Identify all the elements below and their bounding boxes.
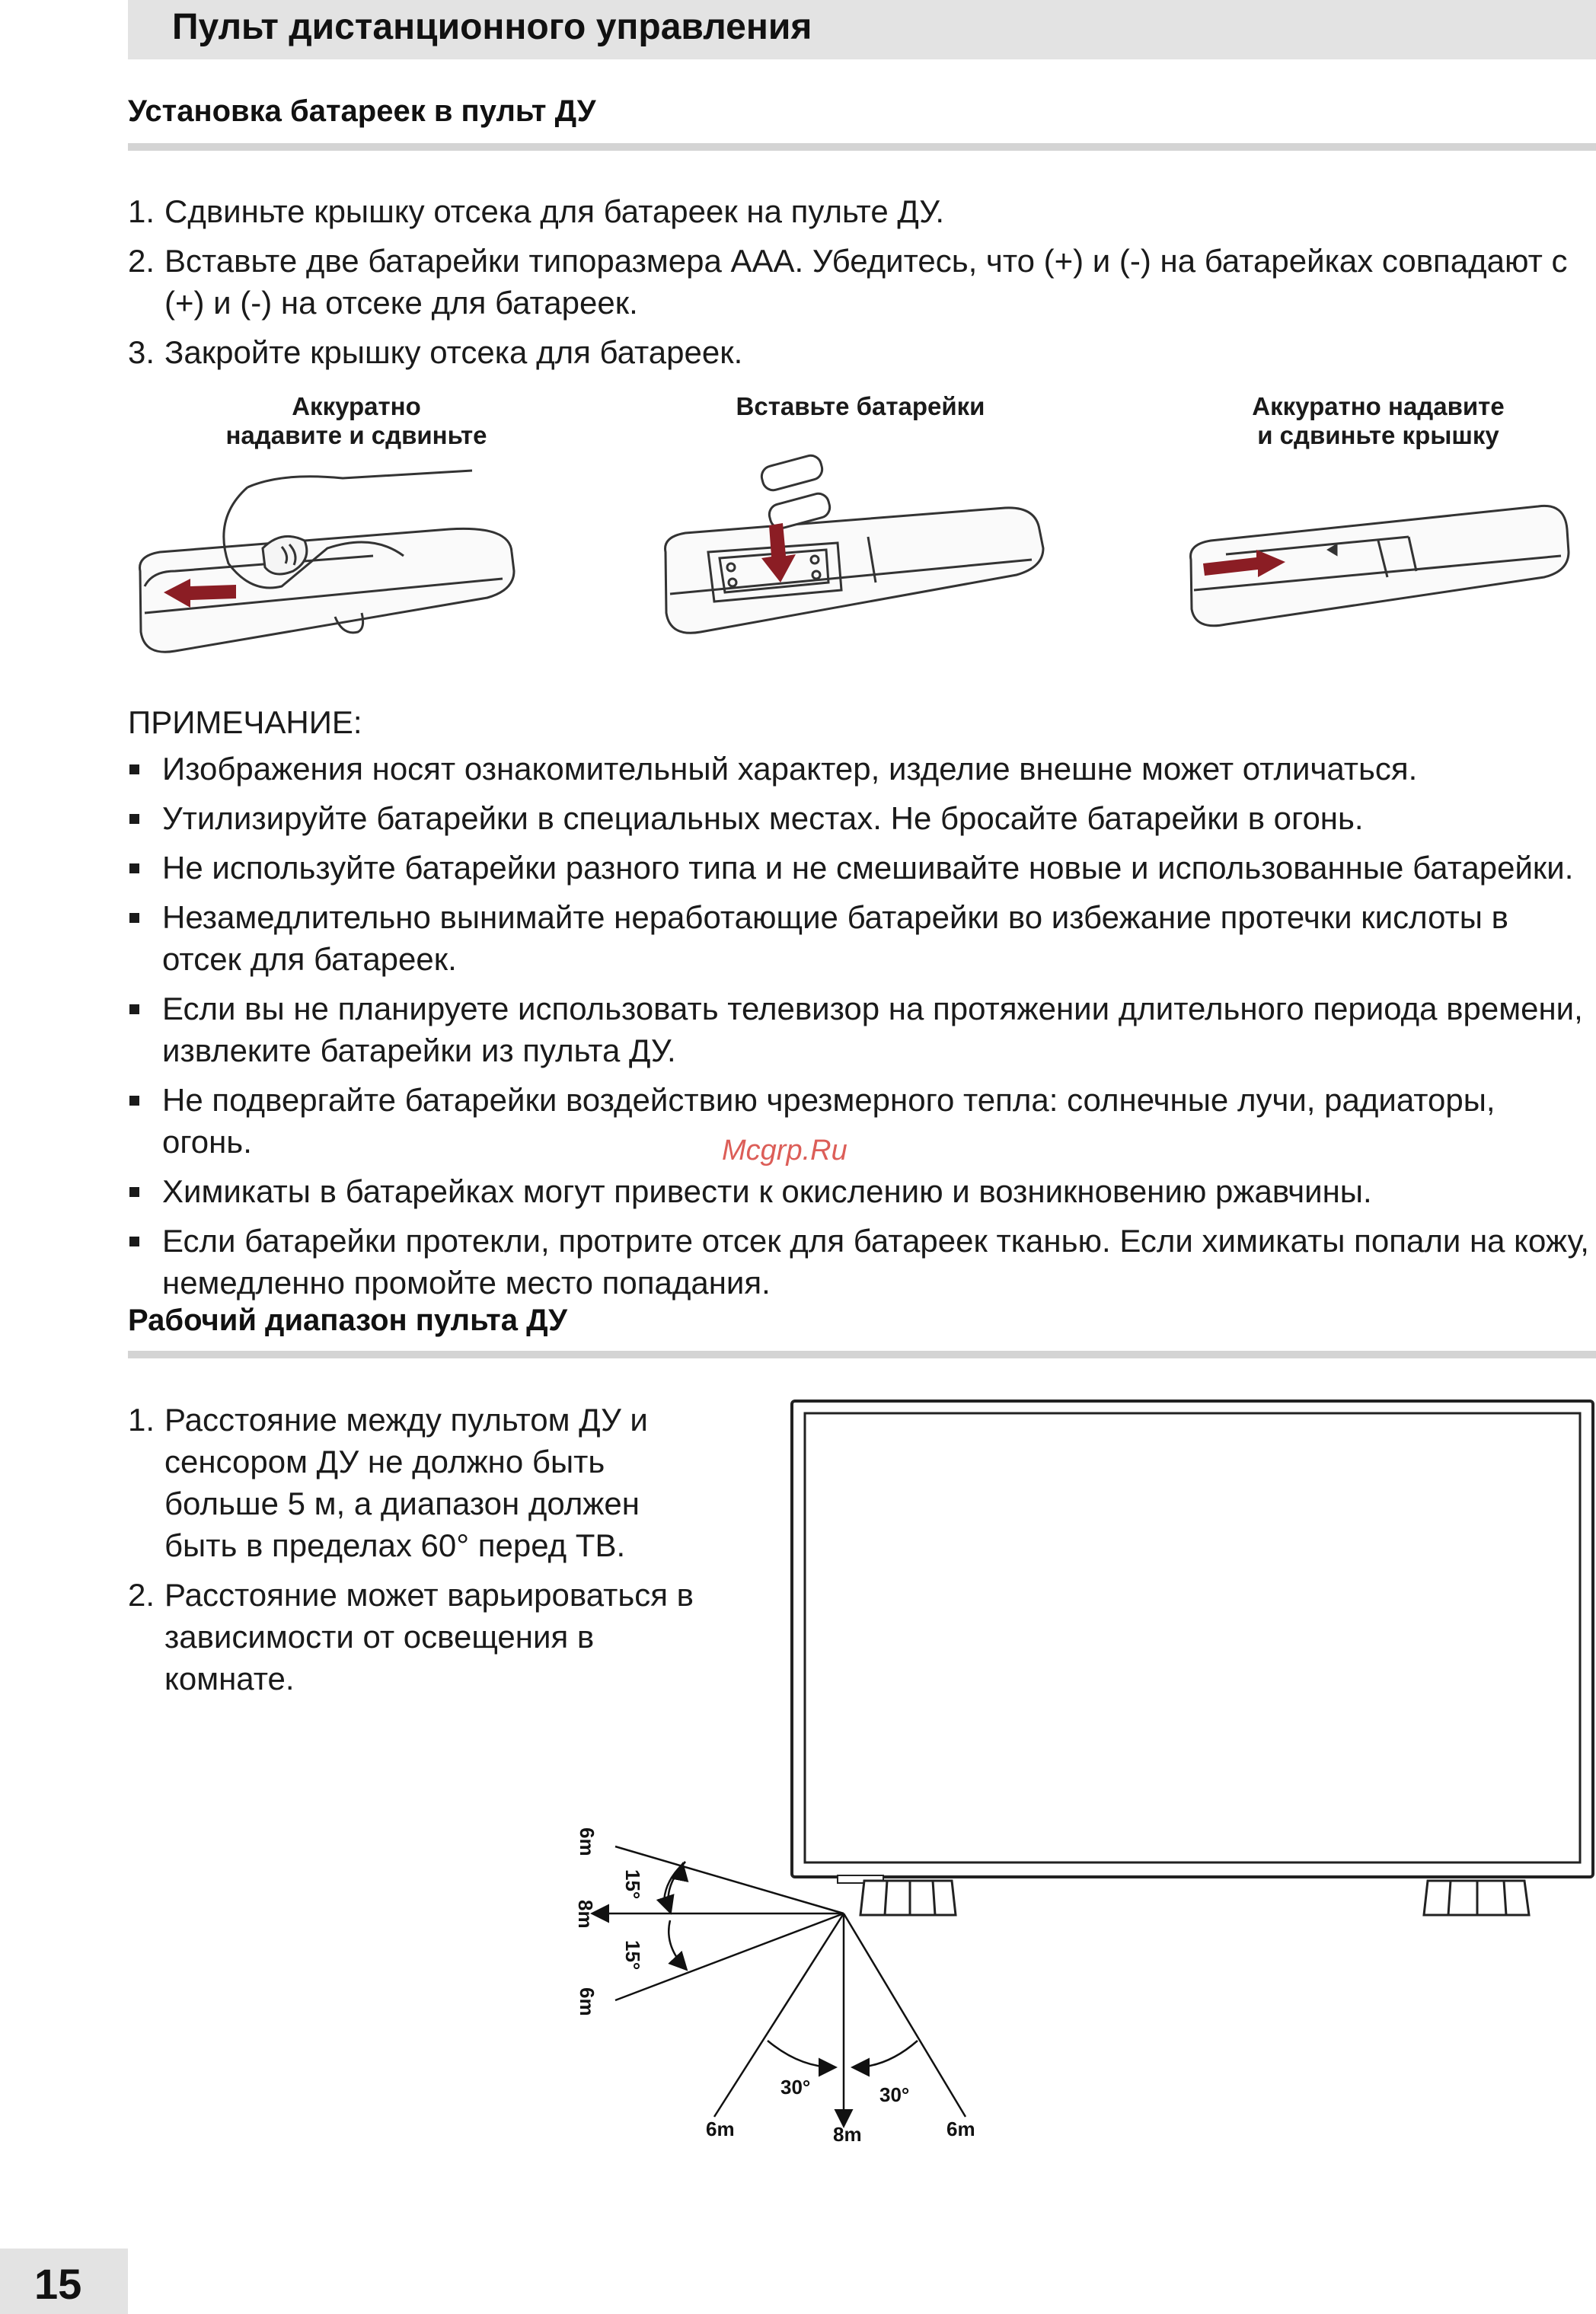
note-item [128, 847, 1590, 889]
illustration-caption-1 [204, 392, 509, 450]
note-item [128, 1079, 1590, 1163]
caption-line: и сдвиньте крышку [1257, 421, 1499, 449]
step-number: 1. [128, 193, 155, 229]
page-title: Пульт дистанционного управления [172, 7, 812, 47]
illustration-caption-3 [1226, 392, 1531, 450]
bullet-icon [129, 863, 139, 873]
note-list [128, 748, 1590, 1311]
caption-line: Аккуратно надавите [1252, 392, 1505, 420]
note-text: Утилизируйте батарейки в специальных местах. Не бросайте батарейки в огонь. [162, 800, 1364, 836]
angle-label-h-left: 30° [780, 2076, 811, 2099]
step-number: 2. [128, 1577, 155, 1613]
caption-line: надавите и сдвиньте [225, 421, 487, 449]
bullet-icon [129, 814, 139, 824]
step-text: Расстояние может варьироваться в зависимости от освещения в комнате. [164, 1577, 694, 1696]
range-section-title: Рабочий диапазон пульта ДУ [128, 1304, 567, 1337]
step-text: Расстояние между пультом ДУ и сенсором ДУ не должно быть больше 5 м, а диапазон должен быть в пределах 60° перед ТВ. [164, 1402, 648, 1563]
battery-steps [128, 190, 1590, 381]
step-text: Сдвиньте крышку отсека для батареек на пульте ДУ. [164, 193, 945, 229]
close-cover-illustration [1180, 487, 1576, 662]
note-text: Химикаты в батарейках могут привести к окислению и возникновению ржавчины. [162, 1173, 1372, 1209]
insert-batteries-illustration [655, 445, 1051, 659]
note-text: Не подвергайте батарейки воздействию чрезмерного тепла: солнечные лучи, радиаторы, огонь. [162, 1082, 1495, 1160]
step-text: Закройте крышку отсека для батареек. [164, 334, 743, 370]
range-label-h-right: 6m [946, 2118, 975, 2140]
step-item [128, 331, 1590, 373]
page-number: 15 [34, 2260, 82, 2308]
note-item [128, 797, 1590, 839]
step-item [128, 240, 1590, 324]
note-text: Незамедлительно вынимайте неработающие батарейки во избежание протечки кислоты в отсек для батареек. [162, 899, 1508, 977]
bullet-icon [129, 1096, 139, 1106]
range-label-v-top: 6m [576, 1827, 598, 1856]
bullet-icon [129, 1004, 139, 1014]
note-title: ПРИМЕЧАНИЕ: [128, 704, 362, 740]
range-label-h-mid: 8m [833, 2123, 862, 2146]
step-number: 2. [128, 243, 155, 279]
note-text: Если вы не планируете использовать телевизор на протяжении длительного периода времени, извлеките батарейки из пульта ДУ. [162, 991, 1583, 1068]
step-number: 3. [128, 334, 155, 370]
illustration-caption-2 [708, 392, 1013, 421]
angle-label-h-right: 30° [879, 2083, 910, 2106]
bullet-icon [129, 1187, 139, 1197]
range-label-h-left: 6m [706, 2118, 735, 2140]
bullet-icon [129, 913, 139, 923]
page-number-badge [0, 2249, 128, 2314]
range-label-v-bottom: 6m [576, 1987, 598, 2016]
note-text: Изображения носят ознакомительный характер, изделие внешне может отличаться. [162, 751, 1418, 787]
note-item [128, 748, 1590, 790]
page-header [128, 0, 1596, 59]
note-item [128, 896, 1590, 980]
battery-section-header [128, 94, 1596, 129]
battery-icon [759, 453, 832, 531]
bullet-icon [129, 764, 139, 774]
section-rule [128, 1351, 1596, 1358]
section-rule [128, 143, 1596, 151]
step-number: 1. [128, 1402, 155, 1438]
angle-label-v-top: 15° [621, 1869, 644, 1900]
remote-range-diagram [0, 1386, 1596, 2155]
angle-label-v-bottom: 15° [621, 1940, 644, 1971]
bullet-icon [129, 1237, 139, 1246]
note-text: Не используйте батарейки разного типа и не смешивайте новые и использованные батарейки. [162, 850, 1574, 886]
note-item [128, 1220, 1590, 1304]
tv-icon [792, 1401, 1593, 1915]
step-item [128, 190, 1590, 232]
note-item [128, 1170, 1590, 1212]
note-text: Если батарейки протекли, протрите отсек для батареек тканью. Если химикаты попали на кожу, немедленно промойте место попадания. [162, 1223, 1589, 1301]
step-text: Вставьте две батарейки типоразмера ААА. Убедитесь, что (+) и (-) на батарейках совпадают с (+) и (-) на отсеке для батареек. [164, 243, 1568, 321]
battery-section-title: Установка батареек в пульт ДУ [128, 94, 596, 128]
range-label-v-mid: 8m [574, 1900, 597, 1929]
remote-slide-illustration [129, 457, 525, 662]
caption-line: Вставьте батарейки [736, 392, 985, 420]
caption-line: Аккуратно [292, 392, 421, 420]
watermark: Mcgrp.Ru [722, 1135, 847, 1167]
note-item [128, 988, 1590, 1071]
range-section-header [128, 1304, 1596, 1338]
